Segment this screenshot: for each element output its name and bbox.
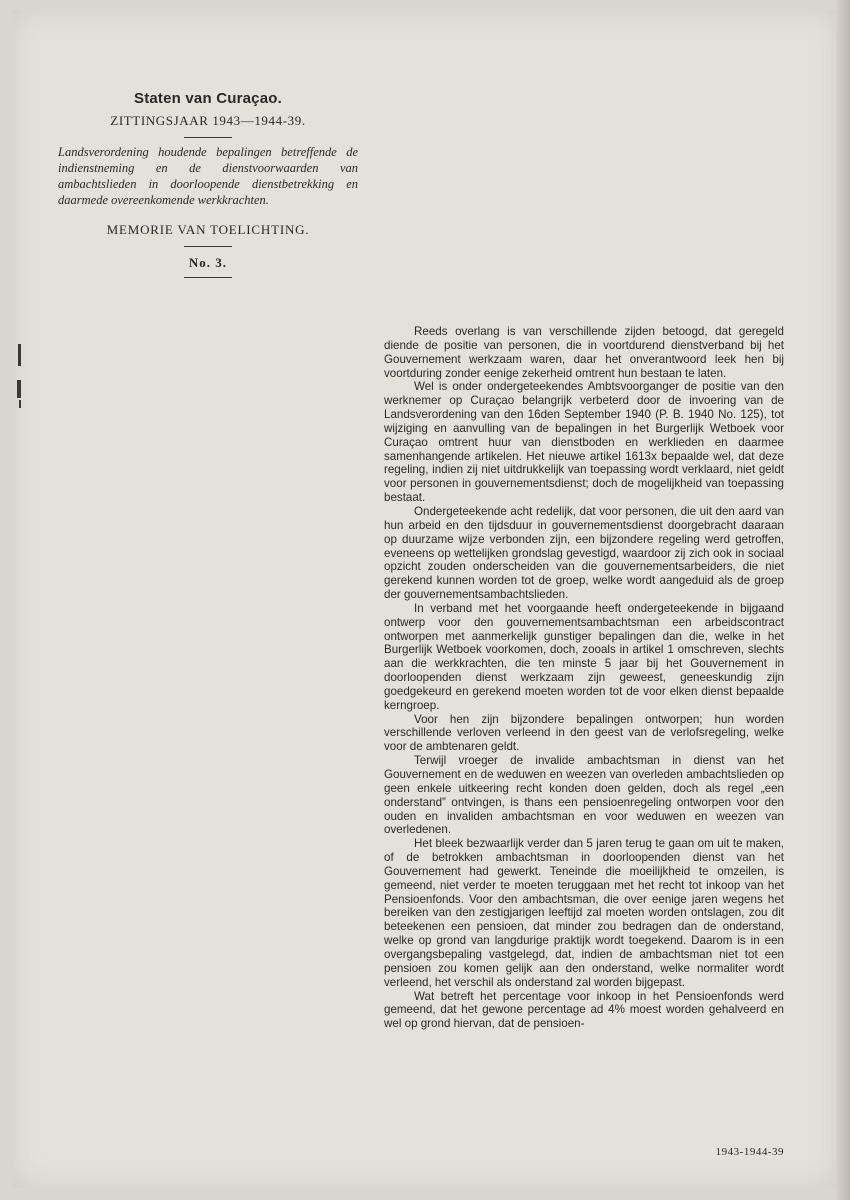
margin-mark bbox=[17, 380, 21, 398]
session-year: ZITTINGSJAAR 1943—1944-39. bbox=[110, 113, 306, 128]
margin-mark bbox=[18, 344, 21, 366]
memo-title: MEMORIE VAN TOELICHTING. bbox=[106, 222, 310, 237]
paragraph: Wel is onder ondergeteekendes Ambtsvoorganger de positie van den werknemer op Curaçao belangrijk verbeterd door de invoering van de Landsverordening van den 16den September 1940 (P. B. 1940 No. 125), tot wijziging en aanvulling van de bepalingen in het Burgerlijk Wetboek voor Curaçao omtrent huur van dienstboden en werklieden en daarmee samenhangende artikelen. Het nieuwe artikel 1613x bepaalde wel, dat deze regeling, indien zij niet uitdrukkelijk van toepassing wordt verklaard, niet geldt voor personen in gouvernementsdienst; doch de mogelijkheid van toepassing bestaat. bbox=[384, 380, 784, 505]
document-number: No. 3. bbox=[188, 255, 228, 270]
footer-code: 1943-1944-39 bbox=[715, 1146, 784, 1158]
bill-subject: Landsverordening houdende bepalingen betreffende de indienstneming en de dienstvoorwaarden van ambachtslieden in doorloopende dienstbetrekking en daarmede overeenkomende werkkrachten. bbox=[58, 145, 358, 207]
divider bbox=[184, 277, 232, 278]
paragraph: Reeds overlang is van verschillende zijden betoogd, dat geregeld diende de positie van personen, die in voortdurend dienstverband bij het Gouvernement werkzaam waren, daar het onverantwoord leek hen bij voortduring zonder eenige zekerheid omtrent hun bestaan te laten. bbox=[384, 325, 784, 380]
paragraph: Voor hen zijn bijzondere bepalingen ontworpen; hun worden verschillende verloven verleend in den geest van de verlofsregeling, welke voor de ambtenaren geldt. bbox=[384, 712, 784, 754]
paragraph: Het bleek bezwaarlijk verder dan 5 jaren terug te gaan om uit te maken, of de betrokken ambachtsman in doorloopenden dienst van het Gouvernement had gewerkt. Teneinde die moeilijkheid te omzeilen, is gemeend, niet verder te moeten teruggaan met het recht tot inkoop van het Pensioenfonds. Voor den ambachtsman, die over eenige jaren wegens het bereiken van den zestigjarigen leeftijd zal moeten worden ontslagen, zou dit beteekenen een pensioen, dat minder zou bedragen dan de onderstand, welke op grond van langdurige praktijk wordt toegekend. Daarom is in een overgangsbepaling vastgelegd, dat, indien de ambachtsman niet tot een pensioen zou komen gelijk aan den onderstand, welke normaliter wordt verleend, het verschil als onderstand zal worden bijgepast. bbox=[384, 837, 784, 989]
page-edge bbox=[836, 0, 850, 1200]
assembly-title: Staten van Curaçao. bbox=[133, 90, 282, 107]
paragraph: Ondergeteekende acht redelijk, dat voor personen, die uit den aard van hun arbeid en den tijdsduur in gouvernementsdienst doorgebracht daaraan op duurzame wijze verbonden zijn, een bijzondere regeling werd getroffen, eveneens op wettelijken grondslag gevestigd, waardoor zij zich ook in sociaal opzicht zouden onderscheiden van die gouvernementsarbeiders, die niet gerekend kunnen worden tot de groep, welke wordt aangeduid als de groep der gouvernementsambachtslieden. bbox=[384, 504, 784, 602]
divider bbox=[184, 137, 232, 138]
margin-mark bbox=[19, 400, 21, 408]
paragraph: In verband met het voorgaande heeft ondergeteekende in bijgaand ontwerp voor den gouvernementsambachtsman een arbeidscontract ontworpen met aanmerkelijk gunstiger bepalingen dan die, welke in het Burgerlijk Wetboek voorkomen, doch, zooals in artikel 1 omschreven, slechts aan die werkkrachten, die ten minste 5 jaar bij het Gouvernement in doorloopenden dienst werkzaam zijn geweest, geneeskundig zijn goedgekeurd en gerekend moeten worden tot de voor elken dienst bepaalde kerngroep. bbox=[384, 601, 784, 712]
divider bbox=[184, 246, 232, 247]
body-text bbox=[384, 325, 784, 1031]
paragraph: Terwijl vroeger de invalide ambachtsman in dienst van het Gouvernement en de weduwen en weezen van overleden ambachtslieden op geen enkele uitkeering recht konden doen gelden, doch als regel „een onderstand” ontvingen, is thans een pensioenregeling ontworpen voor den ouden en invaliden ambachtsman en voor weduwen en weezen van overledenen. bbox=[384, 754, 784, 837]
paragraph: Wat betreft het percentage voor inkoop in het Pensioenfonds werd gemeend, dat het gewone percentage ad 4% moest worden gehalveerd en wel op grond hiervan, dat de pensioen- bbox=[384, 989, 784, 1031]
document-header bbox=[58, 90, 358, 284]
